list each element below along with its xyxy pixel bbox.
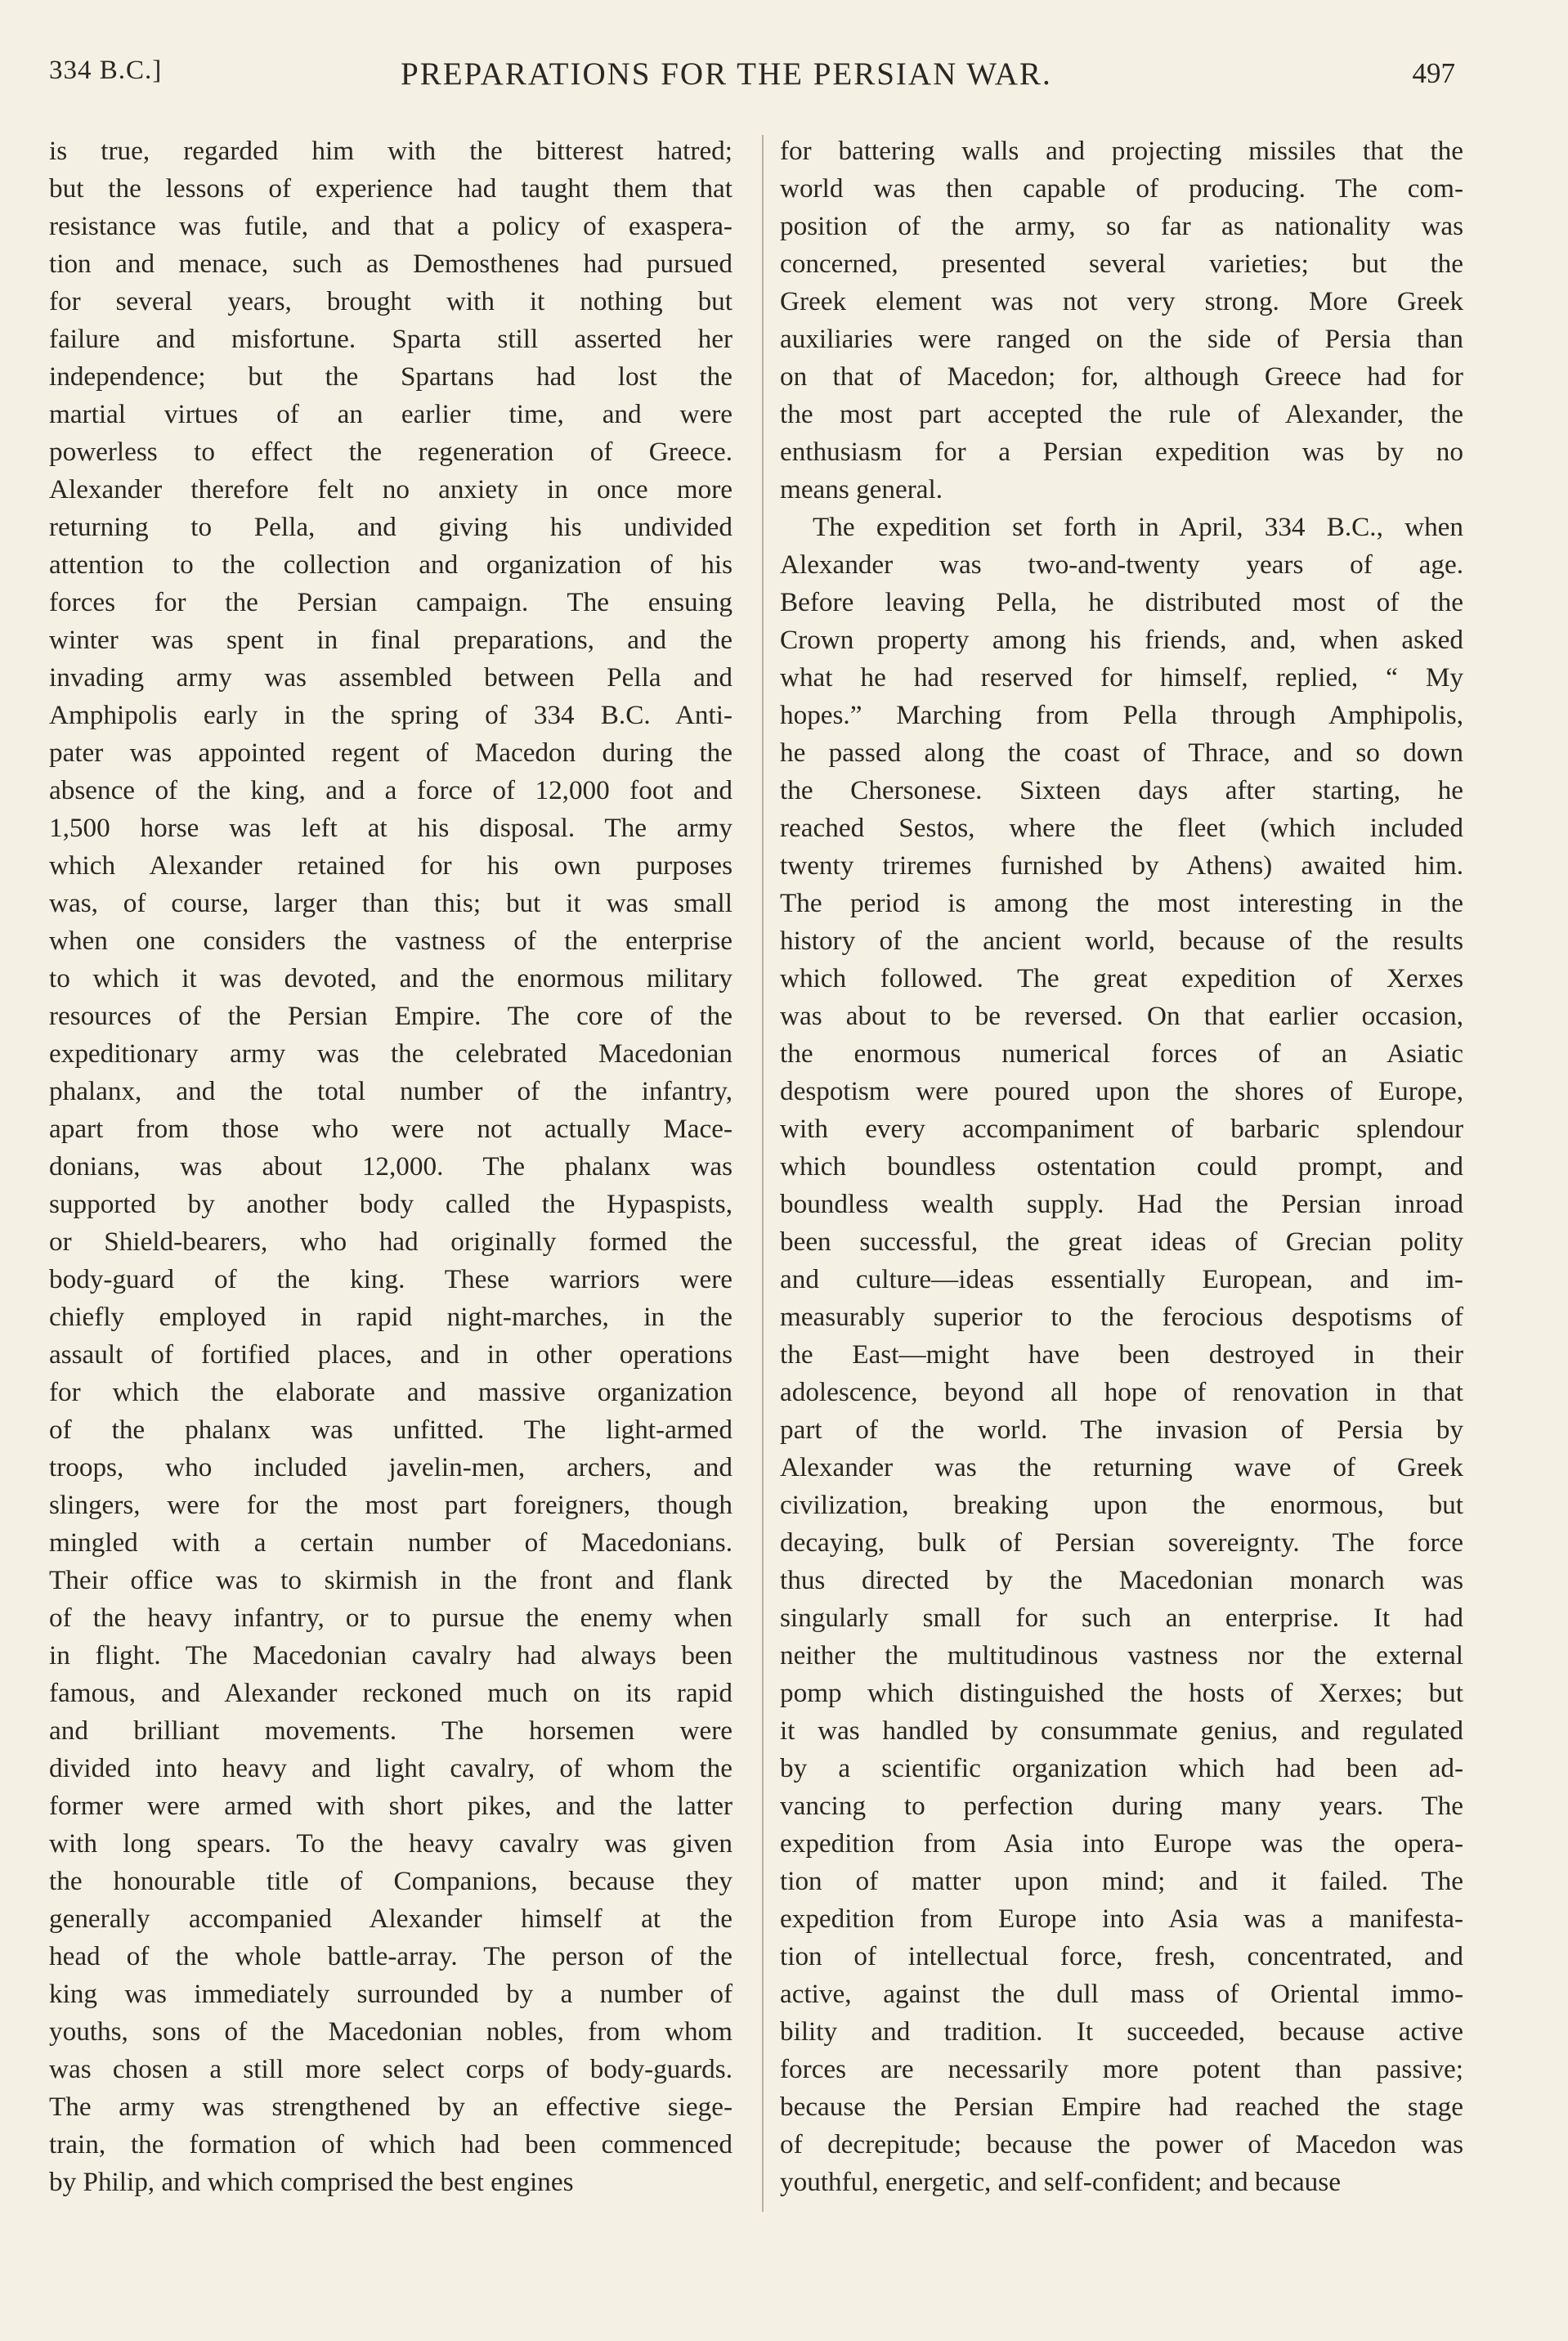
- text-line: history of the ancient world, because of the results: [780, 926, 1463, 956]
- text-line: is true, regarded him with the bitterest hatred;: [49, 136, 732, 166]
- text-line: on that of Macedon; for, although Greece had for: [780, 361, 1463, 392]
- text-line: to which it was devoted, and the enormous military: [49, 963, 732, 993]
- text-line: twenty triremes furnished by Athens) awaited him.: [780, 850, 1463, 881]
- text-line: pater was appointed regent of Macedon during the: [49, 738, 732, 768]
- text-line: The period is among the most interesting in the: [780, 888, 1463, 918]
- text-line: was about to be reversed. On that earlier occasion,: [780, 1001, 1463, 1031]
- text-line: by Philip, and which comprised the best engines: [49, 2167, 574, 2197]
- text-line: pomp which distinguished the hosts of Xerxes; but: [780, 1678, 1463, 1708]
- text-line: in flight. The Macedonian cavalry had always been: [49, 1640, 732, 1671]
- text-line: despotism were poured upon the shores of Europe,: [780, 1076, 1463, 1106]
- text-line: apart from those who were not actually Mace-: [49, 1114, 732, 1144]
- text-line: bility and tradition. It succeeded, because active: [780, 2016, 1463, 2047]
- text-line: of the phalanx was unfitted. The light-armed: [49, 1415, 732, 1445]
- text-line: by a scientific organization which had been ad-: [780, 1753, 1463, 1783]
- text-line: he passed along the coast of Thrace, and so down: [780, 738, 1463, 768]
- text-line: chiefly employed in rapid night-marches, in the: [49, 1302, 732, 1332]
- text-line: failure and misfortune. Sparta still asserted her: [49, 324, 732, 354]
- page-number: 497: [1412, 57, 1455, 89]
- text-line: been successful, the great ideas of Grecian polity: [780, 1227, 1463, 1257]
- text-line: mingled with a certain number of Macedonians.: [49, 1527, 732, 1558]
- text-line: independence; but the Spartans had lost the: [49, 361, 732, 392]
- text-line: of decrepitude; because the power of Macedon was: [780, 2129, 1463, 2159]
- text-line: tion of intellectual force, fresh, concentrated, and: [780, 1941, 1463, 1971]
- text-line: which Alexander retained for his own purposes: [49, 850, 732, 881]
- text-line: head of the whole battle-array. The person of the: [49, 1941, 732, 1971]
- text-line: part of the world. The invasion of Persia by: [780, 1415, 1463, 1445]
- text-line: hopes.” Marching from Pella through Amphipolis,: [780, 700, 1463, 730]
- text-line: phalanx, and the total number of the infantry,: [49, 1076, 732, 1106]
- text-line: tion of matter upon mind; and it failed. The: [780, 1866, 1463, 1896]
- text-line: Before leaving Pella, he distributed most of the: [780, 587, 1463, 617]
- text-line: supported by another body called the Hypaspists,: [49, 1189, 732, 1219]
- text-line: decaying, bulk of Persian sovereignty. The force: [780, 1527, 1463, 1558]
- text-line: for battering walls and projecting missiles that the: [780, 136, 1463, 166]
- text-line: troops, who included javelin-men, archers, and: [49, 1452, 732, 1482]
- text-line: or Shield-bearers, who had originally formed the: [49, 1227, 732, 1257]
- text-line: means general.: [780, 474, 943, 505]
- text-line: of the heavy infantry, or to pursue the enemy when: [49, 1603, 732, 1633]
- text-line: Greek element was not very strong. More Greek: [780, 286, 1463, 316]
- text-line: civilization, breaking upon the enormous, but: [780, 1490, 1463, 1520]
- text-line: body-guard of the king. These warriors were: [49, 1264, 732, 1294]
- text-line: the East—might have been destroyed in their: [780, 1339, 1463, 1370]
- text-line: generally accompanied Alexander himself at the: [49, 1904, 732, 1934]
- text-line: attention to the collection and organization of his: [49, 549, 732, 580]
- text-line: adolescence, beyond all hope of renovation in that: [780, 1377, 1463, 1407]
- text-line: train, the formation of which had been commenced: [49, 2129, 732, 2159]
- text-line: for which the elaborate and massive organization: [49, 1377, 732, 1407]
- text-line: powerless to effect the regeneration of Greece.: [49, 437, 732, 467]
- text-line: the enormous numerical forces of an Asiatic: [780, 1038, 1463, 1069]
- text-line: was, of course, larger than this; but it was small: [49, 888, 732, 918]
- text-line: neither the multitudinous vastness nor the external: [780, 1640, 1463, 1671]
- text-line: king was immediately surrounded by a number of: [49, 1979, 732, 2009]
- text-line: invading army was assembled between Pella and: [49, 662, 732, 693]
- text-line: active, against the dull mass of Oriental immo-: [780, 1979, 1463, 2009]
- text-line: with every accompaniment of barbaric splendour: [780, 1114, 1463, 1144]
- text-line: auxiliaries were ranged on the side of Persia than: [780, 324, 1463, 354]
- header-date: 334 B.C.]: [49, 56, 163, 85]
- text-line: Their office was to skirmish in the front and flank: [49, 1565, 732, 1595]
- text-line: Alexander therefore felt no anxiety in once more: [49, 474, 732, 505]
- text-line: youthful, energetic, and self-confident; and because: [780, 2167, 1341, 2197]
- text-line: which followed. The great expedition of Xerxes: [780, 963, 1463, 993]
- text-line: forces are necessarily more potent than passive;: [780, 2054, 1463, 2084]
- text-line: returning to Pella, and giving his undivided: [49, 512, 732, 542]
- text-line: resistance was futile, and that a policy of exaspera-: [49, 211, 732, 241]
- text-line: because the Persian Empire had reached the stage: [780, 2092, 1463, 2122]
- text-line: Amphipolis early in the spring of 334 B.C. Anti-: [49, 700, 732, 730]
- text-line: for several years, brought with it nothing but: [49, 286, 732, 316]
- page-title: PREPARATIONS FOR THE PERSIAN WAR.: [401, 56, 1052, 92]
- text-line: former were armed with short pikes, and the latter: [49, 1791, 732, 1821]
- text-line: absence of the king, and a force of 12,000 foot and: [49, 775, 732, 805]
- text-line: the honourable title of Companions, because they: [49, 1866, 732, 1896]
- text-line: reached Sestos, where the fleet (which included: [780, 813, 1463, 843]
- text-line: with long spears. To the heavy cavalry was given: [49, 1828, 732, 1859]
- text-line: boundless wealth supply. Had the Persian inroad: [780, 1189, 1463, 1219]
- text-line: but the lessons of experience had taught them that: [49, 173, 732, 204]
- right-column: [780, 132, 1463, 2201]
- text-line: thus directed by the Macedonian monarch was: [780, 1565, 1463, 1595]
- text-line: assault of fortified places, and in other operations: [49, 1339, 732, 1370]
- text-line: it was handled by consummate genius, and regulated: [780, 1715, 1463, 1746]
- text-line: and culture—ideas essentially European, and im-: [780, 1264, 1463, 1294]
- text-line: what he had reserved for himself, replied, “ My: [780, 662, 1463, 693]
- text-line: singularly small for such an enterprise. It had: [780, 1603, 1463, 1633]
- text-line: martial virtues of an earlier time, and were: [49, 399, 732, 429]
- text-line: Alexander was two-and-twenty years of age.: [780, 549, 1463, 580]
- text-line: expedition from Asia into Europe was the opera-: [780, 1828, 1463, 1859]
- text-line: donians, was about 12,000. The phalanx was: [49, 1151, 732, 1182]
- text-line: Crown property among his friends, and, when asked: [780, 625, 1463, 655]
- text-line: The army was strengthened by an effective siege-: [49, 2092, 732, 2122]
- text-line: resources of the Persian Empire. The core of the: [49, 1001, 732, 1031]
- text-line: when one considers the vastness of the enterprise: [49, 926, 732, 956]
- text-line: divided into heavy and light cavalry, of whom the: [49, 1753, 732, 1783]
- text-line: tion and menace, such as Demosthenes had pursued: [49, 249, 732, 279]
- text-line: forces for the Persian campaign. The ensuing: [49, 587, 732, 617]
- text-line: world was then capable of producing. The com-: [780, 173, 1463, 204]
- text-line: youths, sons of the Macedonian nobles, from whom: [49, 2016, 732, 2047]
- text-line: famous, and Alexander reckoned much on its rapid: [49, 1678, 732, 1708]
- text-line: winter was spent in final preparations, and the: [49, 625, 732, 655]
- text-line: which boundless ostentation could prompt, and: [780, 1151, 1463, 1182]
- text-line: 1,500 horse was left at his disposal. The army: [49, 813, 732, 843]
- text-line: vancing to perfection during many years. The: [780, 1791, 1463, 1821]
- text-line: and brilliant movements. The horsemen were: [49, 1715, 732, 1746]
- text-line: expedition from Europe into Asia was a manifesta-: [780, 1904, 1463, 1934]
- text-line: enthusiasm for a Persian expedition was by no: [780, 437, 1463, 467]
- text-line: the Chersonese. Sixteen days after starting, he: [780, 775, 1463, 805]
- text-line: was chosen a still more select corps of body-guards.: [49, 2054, 732, 2084]
- left-column: [49, 132, 732, 2201]
- text-line: concerned, presented several varieties; but the: [780, 249, 1463, 279]
- text-line: measurably superior to the ferocious despotisms of: [780, 1302, 1463, 1332]
- running-header: [49, 56, 1455, 105]
- text-line: position of the army, so far as nationality was: [780, 211, 1463, 241]
- text-line: Alexander was the returning wave of Greek: [780, 1452, 1463, 1482]
- text-line: The expedition set forth in April, 334 B.C., when: [813, 512, 1463, 542]
- text-line: slingers, were for the most part foreigners, though: [49, 1490, 732, 1520]
- text-line: the most part accepted the rule of Alexander, the: [780, 399, 1463, 429]
- text-line: expeditionary army was the celebrated Macedonian: [49, 1038, 732, 1069]
- column-divider: [762, 135, 764, 2212]
